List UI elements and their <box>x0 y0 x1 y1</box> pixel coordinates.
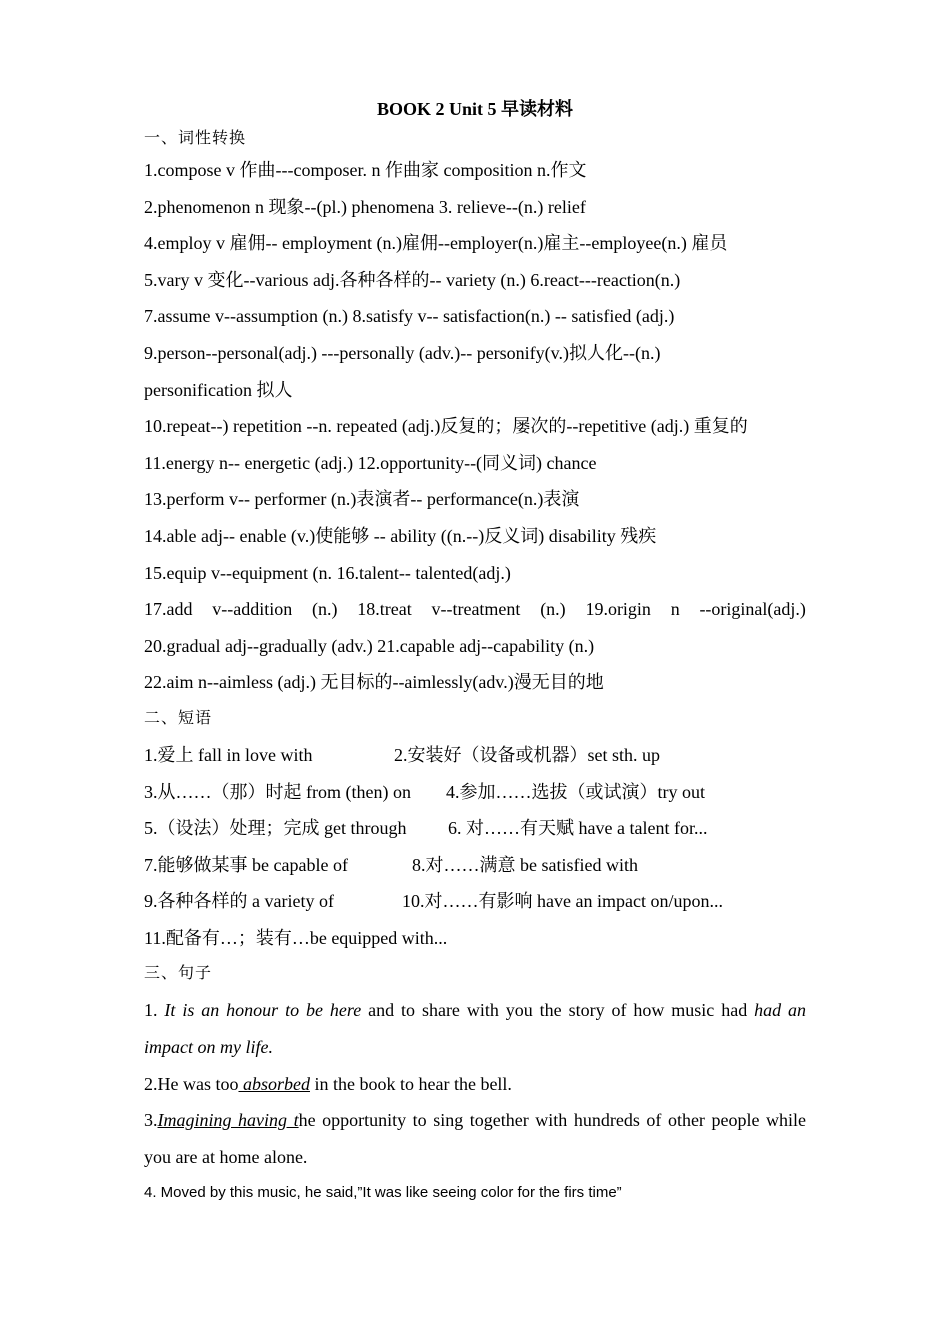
list-item: 11.energy n-- energetic (adj.) 12.opportunity--(同义词) chance <box>144 452 597 473</box>
phrase: 9.各种各样的 a variety of <box>144 891 334 912</box>
section-heading-phrases: 二、短语 <box>144 709 213 727</box>
list-item: 22.aim n--aimless (adj.) 无目标的--aimlessly(adv.)漫无目的地 <box>144 672 604 693</box>
phrase: 8.对……满意 be satisfied with <box>412 854 638 875</box>
phrase-row <box>144 737 806 774</box>
word-form-part: n <box>670 599 680 620</box>
phrase: 10.对……有影响 have an impact on/upon... <box>402 891 723 912</box>
list-item: 20.gradual adj--gradually (adv.) 21.capable adj--capability (n.) <box>144 635 595 656</box>
word-form-part: v--addition <box>212 599 293 620</box>
list-item: 15.equip v--equipment (n. 16.talent-- talented(adj.) <box>144 562 511 583</box>
list-item: 7.assume v--assumption (n.) 8.satisfy v-- satisfaction(n.) -- satisfied (adj.) <box>144 306 675 327</box>
list-item: 14.able adj-- enable (v.)使能够 -- ability ((n.--)反义词) disability 残疾 <box>144 525 657 546</box>
word-form-part: 18.treat <box>357 599 412 620</box>
phrase-row <box>144 920 806 957</box>
sentence-4: 4. Moved by this music, he said,”It was like seeing color for the firs time” <box>144 1184 622 1202</box>
section-heading-sentences: 三、句子 <box>144 965 213 983</box>
sentence-3 <box>144 1102 806 1175</box>
sentence-number: 3. <box>144 1110 158 1131</box>
sentence-2 <box>144 1066 806 1103</box>
italic-phrase: It is an honour to be here <box>164 1000 362 1021</box>
word-form-part: (n.) <box>311 599 338 620</box>
word-form-part: 19.origin <box>585 599 651 620</box>
list-item: 9.person--personal(adj.) ---personally (adv.)-- personify(v.)拟人化--(n.) <box>144 342 661 363</box>
list-item: 13.perform v-- performer (n.)表演者-- performance(n.)表演 <box>144 489 580 510</box>
italic-phrase: had an impact on my life. <box>144 1000 807 1058</box>
word-form-part: (n.) <box>540 599 566 620</box>
list-item: 2.phenomenon n 现象--(pl.) phenomena 3. relieve--(n.) relief <box>144 196 586 217</box>
page-title: BOOK 2 Unit 5 早读材料 <box>376 99 573 119</box>
phrase: 11.配备有…；装有…be equipped with... <box>144 927 448 948</box>
document-page <box>144 96 806 1211</box>
phrase-row <box>144 883 806 920</box>
word-form-part: 17.add <box>144 599 193 620</box>
sentence-1 <box>144 992 806 1065</box>
underlined-italic-phrase: Imagining having t <box>157 1110 299 1131</box>
list-item: 5.vary v 变化--various adj.各种各样的-- variety (n.) 6.react---reaction(n.) <box>144 269 681 290</box>
phrase: 2.安装好（设备或机器）set sth. up <box>394 744 660 765</box>
phrase: 6. 对……有天赋 have a talent for... <box>448 818 708 839</box>
sentence-text: and to share with you the story of how music had <box>361 1000 755 1021</box>
list-item: 1.compose v 作曲---composer. n 作曲家 composition n.作文 <box>144 160 587 180</box>
phrase: 7.能够做某事 be capable of <box>144 854 348 875</box>
word-form-part: v--treatment <box>431 599 521 620</box>
phrase: 5.（设法）处理；完成 get through <box>144 818 407 839</box>
section-heading-word-forms: 一、词性转换 <box>144 130 247 147</box>
phrase-row <box>144 847 806 884</box>
sentence-text: in the book to hear the bell. <box>309 1073 512 1094</box>
sentence-text: 2.He was too <box>144 1073 239 1094</box>
list-item: personification 拟人 <box>144 379 293 400</box>
list-item: 10.repeat--) repetition --n. repeated (adj.)反复的；屡次的--repetitive (adj.) 重复的 <box>144 416 748 437</box>
phrase: 4.参加……选拔（或试演）try out <box>446 781 705 802</box>
phrase-row <box>144 774 806 811</box>
underlined-italic-word: absorbed <box>238 1073 310 1094</box>
list-item-justified <box>144 591 806 628</box>
word-form-part: --original(adj.) <box>699 599 806 620</box>
phrase-row <box>144 810 806 847</box>
phrase: 1.爱上 fall in love with <box>144 744 313 765</box>
sentence-number: 1. <box>144 1000 165 1021</box>
phrase: 3.从……（那）时起 from (then) on <box>144 781 411 802</box>
list-item: 4.employ v 雇佣-- employment (n.)雇佣--employer(n.)雇主--employee(n.) 雇员 <box>144 233 728 254</box>
sentence-text: he opportunity to sing together with hundreds of other people while you are at home alone. <box>144 1110 806 1167</box>
